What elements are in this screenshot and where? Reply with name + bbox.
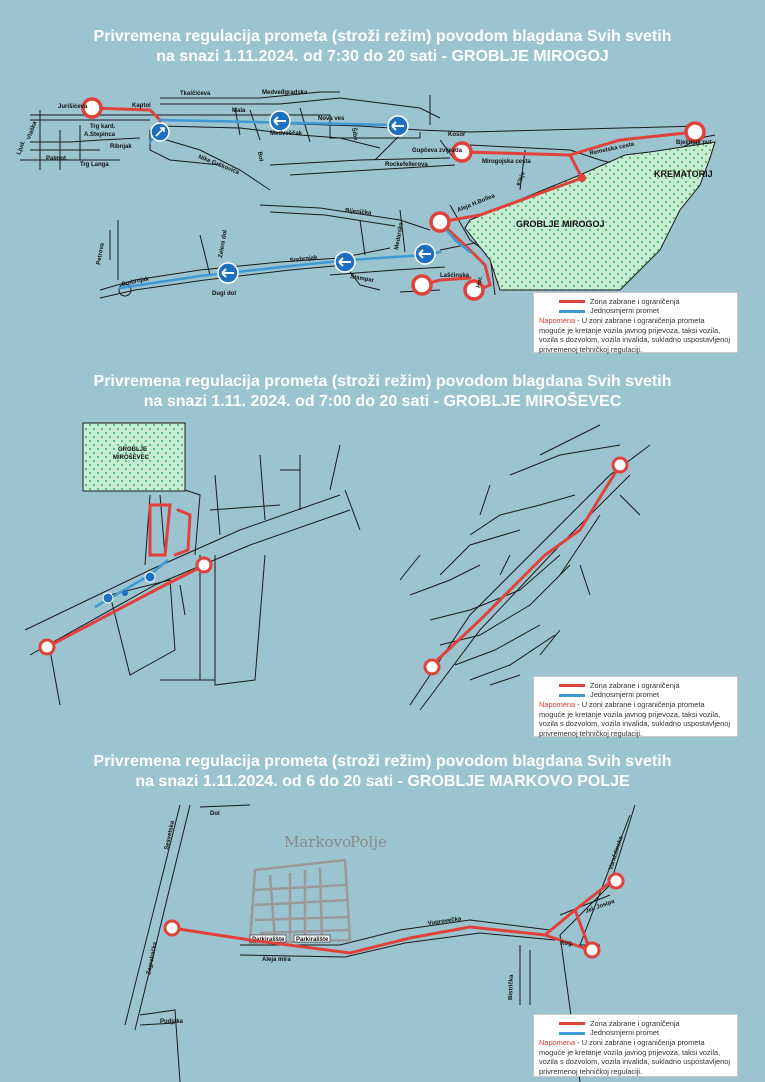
svg-text:Vlaška: Vlaška (26, 120, 39, 141)
svg-text:Markovo: Markovo (284, 833, 352, 851)
legend-note: Napomena - U zoni zabrane i ograničenja prometa moguće je kretanje vozila javnog prijevoza, taksi vozila, vozila s dozvolom, vozila invalida, sukladno uspostavljenoj privremenoj tehničkoj regulaciji. (539, 700, 731, 738)
svg-text:Trg Langa: Trg Langa (80, 162, 109, 168)
svg-text:Lašćinska: Lašćinska (440, 273, 470, 279)
svg-text:Palmot.: Palmot. (46, 156, 68, 162)
section-title-mirosevec: Privremena regulacija prometa (stroži režim) povodom blagdana Svih svetih na snazi 1.11. 2024. od 7:00 do 20 sati - GROBLJE MIROŠEVEC (93, 373, 672, 410)
section-title-mirogoj: Privremena regulacija prometa (stroži režim) povodom blagdana Svih svetih na snazi 1.11.2024. od 7:30 do 20 sati - GROBLJE MIROGOJ (93, 28, 672, 65)
svg-text:Kosor: Kosor (448, 132, 466, 138)
svg-text:Tkalčićeva: Tkalčićeva (180, 91, 211, 97)
svg-text:Kleje: Kleje (516, 171, 527, 187)
svg-text:Ribnjak: Ribnjak (110, 144, 132, 150)
svg-text:GROBLJE: GROBLJE (118, 447, 148, 453)
svg-text:Varaždinska: Varaždinska (608, 835, 625, 871)
legend-note: Napomena - U zoni zabrane i ograničenja prometa moguće je kretanje vozila javnog prijevoza, taksi vozila, vozila s dozvolom, vozila invalida, sukladno uspostavljenoj privremenoj tehničkoj regulaciji. (539, 316, 731, 354)
svg-text:Pudjaka: Pudjaka (160, 1019, 184, 1025)
svg-text:Medveđgradska: Medveđgradska (262, 90, 308, 96)
svg-text:Medveščak: Medveščak (270, 131, 303, 137)
svg-text:Bijenička: Bijenička (344, 208, 372, 217)
svg-text:GROBLJE MIROGOJ: GROBLJE MIROGOJ (516, 219, 605, 229)
svg-text:Aleja mira: Aleja mira (262, 957, 291, 963)
svg-text:Jurišićeva: Jurišićeva (58, 104, 88, 110)
oneway-swatch (559, 694, 585, 697)
svg-text:Srebrnjak: Srebrnjak (289, 255, 318, 264)
zone-swatch (559, 684, 585, 687)
svg-text:Gupčeva zvijezda: Gupčeva zvijezda (412, 148, 463, 154)
svg-text:Ljud.: Ljud. (16, 140, 27, 156)
svg-text:Mala: Mala (232, 108, 246, 114)
svg-text:Bol: Bol (256, 151, 264, 162)
svg-text:MIROŠEVEC: MIROŠEVEC (113, 455, 150, 461)
svg-text:Remetska cesta: Remetska cesta (589, 141, 635, 157)
zone-swatch (559, 1022, 585, 1025)
svg-text:Bjelinjak put: Bjelinjak put (676, 140, 712, 146)
svg-text:Rockefellerova: Rockefellerova (385, 162, 428, 168)
svg-text:Polje: Polje (350, 833, 387, 851)
svg-text:Štampar: Štampar (349, 274, 375, 285)
svg-text:Sesvetska: Sesvetska (164, 820, 177, 851)
svg-text:Jel. Josipa: Jel. Josipa (584, 898, 616, 915)
legend-mirogoj: Zona zabrane i ograničenja Jednosmjerni promet Napomena - U zoni zabrane i ograničenja prometa moguće je kretanje vozila javnog prijevoza, taksi vozila, vozila s dozvolom, vozila invalida, sukladno uspostavljenoj privremenoj tehničkoj regulaciji. (533, 292, 738, 353)
svg-text:Parkiralište: Parkiralište (296, 937, 329, 943)
svg-text:Zagrebačka: Zagrebačka (146, 941, 159, 976)
svg-text:Aleja H.Bollea: Aleja H.Bollea (456, 193, 496, 214)
svg-text:Mirogojska cesta: Mirogojska cesta (482, 159, 531, 165)
svg-text:Šibe: Šibe (350, 127, 359, 141)
svg-text:A.Stepinca: A.Stepinca (84, 132, 116, 138)
section-title-markovo-polje: Privremena regulacija prometa (stroži režim) povodom blagdana Svih svetih na snazi 1.11.2024. od 6 do 20 sati - GROBLJE MARKOVO POLJE (93, 753, 672, 790)
svg-text:Parkiralište: Parkiralište (252, 937, 285, 943)
svg-text:Petrova: Petrova (96, 242, 106, 266)
zone-swatch (559, 300, 585, 303)
svg-text:Hor.: Hor. (476, 275, 484, 289)
legend-markovo-polje: Zona zabrane i ograničenja Jednosmjerni promet Napomena - U zoni zabrane i ograničenja prometa moguće je kretanje vozila javnog prijevoza, taksi vozila, vozila s dozvolom, vozila invalida, sukladno uspostavljenoj privremenoj tehničkoj regulaciji. (533, 1014, 738, 1077)
svg-text:Zeleni dol: Zeleni dol (218, 229, 229, 259)
legend-note: Napomena - U zoni zabrane i ograničenja prometa moguće je kretanje vozila javnog prijevoza, taksi vozila, vozila s dozvolom, vozila invalida, sukladno uspostavljenoj privremenoj tehničkoj regulaciji. (539, 1038, 731, 1076)
svg-text:Dol: Dol (210, 811, 220, 817)
svg-text:Vugrovečka: Vugrovečka (427, 916, 462, 927)
svg-text:KREMATORIJ: KREMATORIJ (654, 169, 713, 179)
svg-text:Rog.: Rog. (560, 941, 574, 947)
legend-mirosevec: Zona zabrane i ograničenja Jednosmjerni promet Napomena - U zoni zabrane i ograničenja prometa moguće je kretanje vozila javnog prijevoza, taksi vozila, vozila s dozvolom, vozila invalida, sukladno uspostavljenoj privremenoj tehničkoj regulaciji. (533, 676, 738, 737)
svg-text:Medarska: Medarska (394, 222, 405, 251)
svg-text:Dugi dol: Dugi dol (212, 291, 236, 297)
svg-text:Trg kard.: Trg kard. (90, 124, 116, 130)
svg-text:Srebrnjak: Srebrnjak (121, 276, 150, 288)
svg-text:Nike Grškovića: Nike Grškovića (197, 154, 240, 177)
svg-text:Bistrička: Bistrička (508, 974, 515, 1001)
svg-text:Nova ves: Nova ves (318, 116, 345, 122)
oneway-swatch (559, 310, 585, 313)
svg-text:Kaptol: Kaptol (132, 103, 151, 109)
oneway-swatch (559, 1032, 585, 1035)
no-entry-sign-icon (165, 874, 623, 957)
